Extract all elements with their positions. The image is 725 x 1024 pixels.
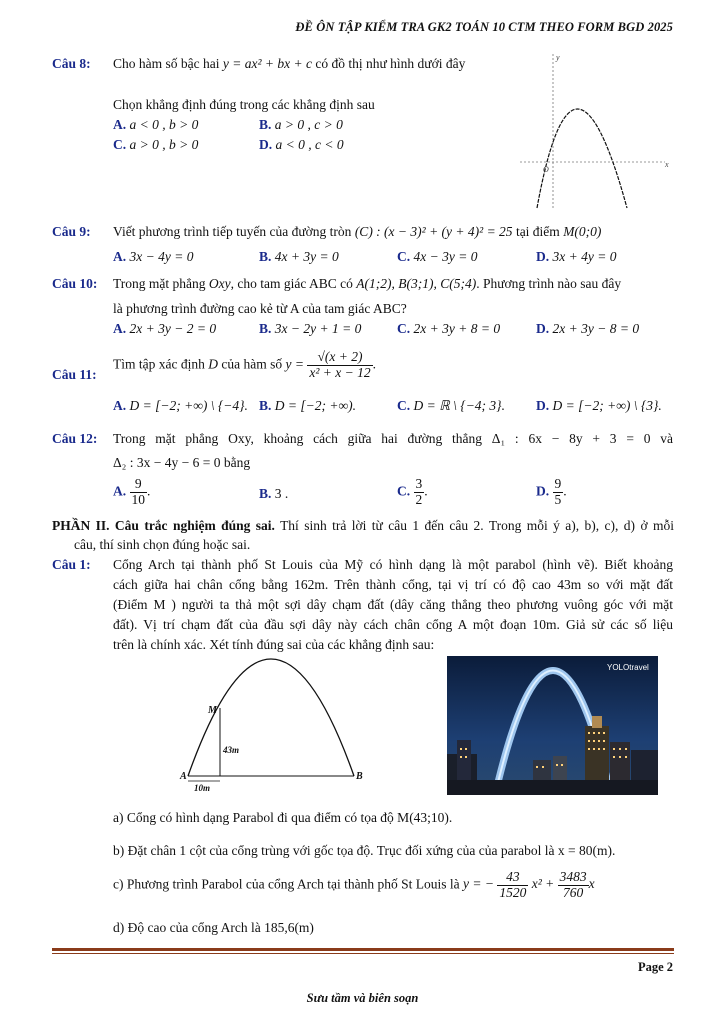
q10-option-c — [397, 321, 500, 338]
q10-option-b-letter: B. — [259, 321, 272, 336]
q9-option-a-letter: A. — [113, 249, 127, 264]
q11-option-a — [113, 398, 248, 415]
q9-option-c-letter: C. — [397, 249, 411, 264]
part2-desc: Thí sinh trả lời từ câu 1 đến câu 2. Trong mỗi ý a), b), c), d) ở mỗi — [280, 518, 674, 533]
p2q1-c-f2-num: 3483 — [559, 869, 587, 884]
q11-option-a-letter: A. — [113, 398, 127, 413]
q8-stem — [113, 56, 465, 73]
arch-label-distance: 10m — [194, 783, 211, 793]
q11-option-c — [397, 398, 505, 415]
footer-rule-thin — [52, 953, 674, 954]
q12-line1: Trong mặt phẳng Oxy, khoảng cách giữa hai đường thẳng Δ₁ : 6x − 8y + 3 = 0 và — [113, 431, 673, 446]
p2q1-statement-a: a) Cổng có hình dạng Parabol đi qua điểm có tọa độ M(43;10). — [113, 810, 453, 825]
q12-option-b — [259, 486, 288, 503]
q8-option-d-text: a < 0 , c < 0 — [275, 137, 344, 152]
part2-header — [52, 518, 674, 535]
p2q1-line-1: Cổng Arch tại thành phố St Louis của Mỹ có hình dạng là một parabol (hình vẽ). Biết khoảng — [113, 557, 673, 572]
p2q1-line-2: cách giữa hai chân cổng bằng 162m. Trên thành cổng, tại vị trí có độ cao 43m so với mặt đất — [113, 577, 673, 592]
q10-option-a — [113, 321, 216, 338]
q8-origin-label: O — [543, 165, 549, 174]
q11-option-b-text: D = [−2; +∞). — [274, 398, 356, 413]
q10-option-d-text: 2x + 3y − 8 = 0 — [552, 321, 640, 336]
q10-option-d — [536, 321, 639, 338]
q12-option-a-num: 9 — [130, 477, 148, 493]
q9-option-b-text: 4x + 3y = 0 — [274, 249, 339, 264]
q8-option-b-text: a > 0 , c > 0 — [274, 117, 343, 132]
q12-label: Câu 12: — [52, 431, 98, 446]
p2q1-c-text: c) Phương trình Parabol của cổng Arch tại thành phố St Louis là — [113, 876, 460, 892]
p2q1-c-f1-den: 1520 — [499, 884, 527, 900]
gateway-arch-photo — [447, 656, 658, 795]
q12-option-c-num: 3 — [415, 476, 423, 491]
part2-title: PHẦN II. Câu trắc nghiệm đúng sai. — [52, 518, 275, 533]
q10-option-a-letter: A. — [113, 321, 127, 336]
q12-option-d-den: 5 — [554, 491, 562, 507]
q10-stem-c: . Phương trình nào sau đây — [476, 276, 622, 291]
page-header-title: ĐỀ ÔN TẬP KIỂM TRA GK2 TOÁN 10 CTM THEO FORM BGD 2025 — [295, 20, 673, 34]
q8-x-label: x — [665, 160, 669, 169]
p2q1-line-4: đất). Vị trí chạm đất của đầu sợi dây này cách chân cổng A một đoạn 10m. Giả sử các số liệu — [113, 617, 673, 632]
q12-line2: Δ₂ : 3x − 4y − 6 = 0 bằng — [113, 455, 251, 470]
q9-stem-formula: (C) : (x − 3)² + (y + 4)² = 25 — [354, 224, 513, 239]
q8-option-c — [113, 137, 198, 154]
photo-logo: YOLOtravel — [607, 663, 649, 672]
q8-option-b — [259, 117, 343, 134]
part2-desc-line2: câu, thí sinh chọn đúng hoặc sai. — [74, 537, 251, 552]
arch-parabola-figure — [178, 656, 370, 796]
q8-option-a-text: a < 0 , b > 0 — [129, 117, 199, 132]
q10-option-b — [259, 321, 361, 338]
q11-stem-var: D — [208, 356, 218, 372]
q11-option-c-letter: C. — [397, 398, 411, 413]
p2q1-c-f1-num: 43 — [497, 870, 528, 886]
p2q1-statement-c — [113, 870, 595, 901]
q11-label: Câu 11: — [52, 367, 97, 382]
q8-stem-formula: y = ax² + bx + c — [222, 56, 312, 71]
footer-credit: Sưu tầm và biên soạn — [306, 991, 419, 1005]
q12-option-a-den: 10 — [131, 491, 145, 507]
q10-stem-plane: Oxy — [208, 276, 231, 291]
q12-option-b-letter: B. — [259, 486, 272, 501]
q9-option-a — [113, 249, 193, 266]
q10-option-d-letter: D. — [536, 321, 550, 336]
q12-option-c-fraction — [414, 477, 425, 508]
p2q1-c-fraction-1 — [497, 870, 528, 901]
q12-option-c-den: 2 — [415, 491, 423, 507]
q12-option-c-letter: C. — [397, 483, 411, 499]
q11-fn-fraction — [307, 350, 372, 381]
q10-stem-b: , cho tam giác ABC có — [230, 276, 353, 291]
q10-stem — [113, 276, 621, 293]
q11-fn-lhs: y = — [285, 356, 304, 372]
q9-option-c — [397, 249, 477, 266]
p2q1-c-y: y = − — [463, 876, 494, 892]
q11-option-b-letter: B. — [259, 398, 272, 413]
q8-option-b-letter: B. — [259, 117, 272, 132]
q8-stem-b: có đồ thị như hình dưới đây — [315, 56, 466, 71]
q12-option-d-letter: D. — [536, 483, 550, 499]
q12-option-b-text: 3 . — [274, 486, 289, 501]
q10-label: Câu 10: — [52, 276, 98, 291]
p2q1-line-3: (Điểm M ) người ta thả một sợi dây chạm đất (dây căng thẳng theo phương vuông góc với mặt — [113, 597, 673, 612]
q8-stem-a: Cho hàm số bậc hai — [113, 56, 220, 71]
q9-label: Câu 9: — [52, 224, 91, 239]
q10-stem-a: Trong mặt phẳng — [113, 276, 206, 291]
q10-option-b-text: 3x − 2y + 1 = 0 — [274, 321, 362, 336]
q9-stem-a: Viết phương trình tiếp tuyến của đường tròn — [113, 224, 352, 239]
arch-label-m: M — [208, 705, 217, 716]
q9-option-d-text: 3x + 4y = 0 — [552, 249, 617, 264]
q12-option-a-letter: A. — [113, 483, 127, 499]
q11-option-d-text: D = [−2; +∞) \ {3}. — [552, 398, 662, 413]
p2q1-c-fraction-2 — [558, 870, 589, 901]
q8-parabola-curve — [537, 109, 627, 208]
q11-option-a-text: D = [−2; +∞) \ {−4}. — [129, 398, 248, 413]
q12-option-a: A. $\frac{9}{10}$ . — [113, 476, 151, 507]
q8-prompt: Chọn khẳng định đúng trong các khẳng định sau — [113, 97, 375, 112]
arch-label-a: A — [180, 771, 187, 782]
q8-option-c-text: a > 0 , b > 0 — [129, 137, 199, 152]
q8-label: Câu 8: — [52, 56, 91, 71]
q10-option-c-letter: C. — [397, 321, 411, 336]
q12-option-d: D. $\frac{9}{5}$ . — [536, 476, 567, 507]
q11-stem-b: của hàm số — [221, 356, 283, 372]
q12-option-c: C. $\frac{3}{2}$ . — [397, 476, 428, 507]
p2q1-c-f2-den: 760 — [563, 884, 584, 900]
p2q1-label: Câu 1: — [52, 557, 91, 572]
p2q1-statement-b: b) Đặt chân 1 cột của cổng trùng với gốc tọa độ. Trục đối xứng của của parabol là x = 80(m). — [113, 843, 616, 858]
q11-option-b — [259, 398, 356, 415]
q11-stem-a: Tìm tập xác định — [113, 356, 205, 372]
q11-fn-denominator: x² + x − 12 — [309, 364, 371, 380]
p2q1-c-formula — [463, 869, 595, 900]
q10-stem-line2: là phương trình đường cao kẻ từ A của tam giác ABC? — [113, 301, 407, 316]
q9-option-b — [259, 249, 339, 266]
q11-fn-numerator: √(x + 2) — [307, 350, 372, 366]
arch-label-height: 43m — [223, 745, 240, 755]
q8-option-d — [259, 137, 344, 154]
p2q1-c-mid: x² + — [531, 876, 555, 892]
q9-option-b-letter: B. — [259, 249, 272, 264]
footer-page-number: Page 2 — [637, 960, 673, 974]
q9-stem-point: M(0;0) — [563, 224, 602, 239]
q8-option-a — [113, 117, 198, 134]
q12-option-a-fraction — [130, 477, 148, 508]
footer-rule-thick — [52, 948, 674, 951]
q10-option-c-text: 2x + 3y + 8 = 0 — [413, 321, 501, 336]
q9-stem-b: tại điểm — [515, 224, 560, 239]
q9-stem — [113, 224, 601, 241]
q11-stem: Tìm tập xác định D của hàm số y = $\frac{√(x + 2)}{\text{x² + x − 12}}$ . — [113, 349, 376, 380]
arch-parabola-curve — [188, 659, 354, 776]
q12-option-d-fraction — [553, 477, 564, 508]
q9-option-c-text: 4x − 3y = 0 — [413, 249, 478, 264]
q9-option-a-text: 3x − 4y = 0 — [129, 249, 194, 264]
q8-parabola-graph — [515, 50, 675, 210]
q11-option-d — [536, 398, 662, 415]
q10-stem-points: A(1;2), B(3;1), C(5;4) — [356, 276, 477, 291]
q8-option-a-letter: A. — [113, 117, 127, 132]
p2q1-c-end: x — [588, 876, 595, 892]
q9-option-d — [536, 249, 616, 266]
arch-label-b: B — [356, 771, 363, 782]
q9-option-d-letter: D. — [536, 249, 550, 264]
q8-option-d-letter: D. — [259, 137, 273, 152]
q10-option-a-text: 2x + 3y − 2 = 0 — [129, 321, 217, 336]
q8-option-c-letter: C. — [113, 137, 127, 152]
q11-option-c-text: D = ℝ \ {−4; 3}. — [413, 398, 505, 413]
p2q1-statement-d: d) Độ cao của cổng Arch là 185,6(m) — [113, 920, 314, 935]
q8-y-label: y — [556, 53, 560, 62]
q12-option-d-num: 9 — [554, 476, 562, 491]
p2q1-line-5: trên là chính xác. Xét tính đúng sai của các khẳng định sau: — [113, 637, 435, 652]
q11-option-d-letter: D. — [536, 398, 550, 413]
